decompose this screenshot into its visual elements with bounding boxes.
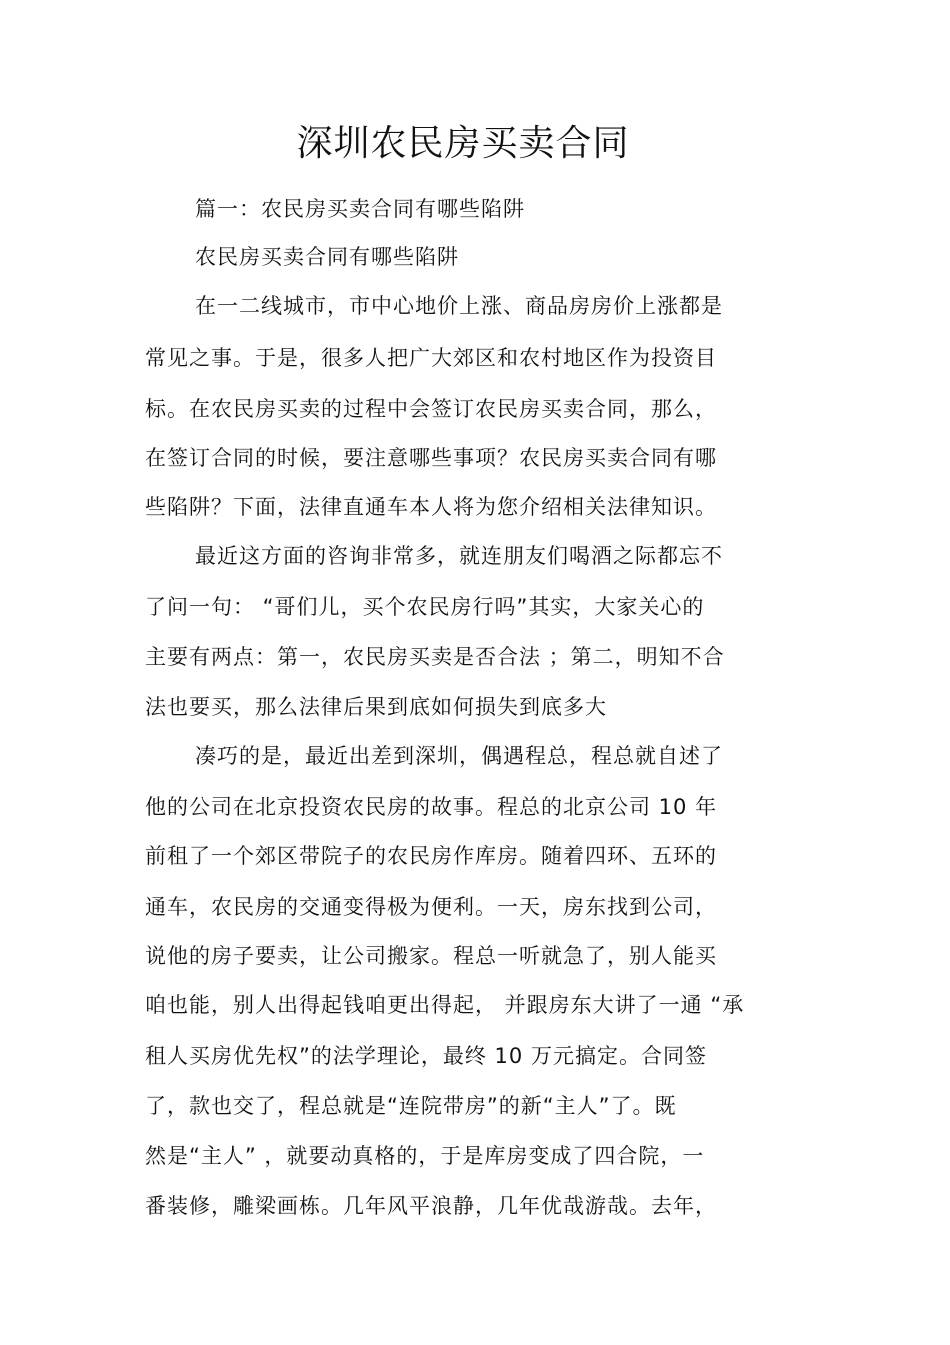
paragraph-line: 在签订合同的时候，要注意哪些事项？农民房买卖合同有哪 [145,446,717,470]
paragraph-line: 咱也能，别人出得起钱咱更出得起， 并跟房东大讲了一通 “承 [145,993,745,1017]
paragraph-line: 前租了一个郊区带院子的农民房作库房。随着四环、五环的 [145,844,717,868]
paragraph-line: 番装修，雕梁画栋。几年风平浪静，几年优哉游哉。去年， [145,1194,717,1218]
paragraph-line: 了问一句： “哥们儿，买个农民房行吗”其实，大家关心的 [145,595,705,619]
paragraph-line: 通车，农民房的交通变得极为便利。一天，房东找到公司， [145,895,717,919]
paragraph-line: 法也要买，那么法律后果到底如何损失到底多大 [145,695,607,719]
paragraph-line: 凑巧的是，最近出差到深圳，偶遇程总，程总就自述了 [195,744,723,768]
paragraph-line: 最近这方面的咨询非常多，就连朋友们喝酒之际都忘不 [195,544,723,568]
paragraph-line: 然是“主人” ，就要动真格的，于是库房变成了四合院，一 [145,1144,705,1168]
paragraph-line: 主要有两点：第一，农民房买卖是否合法 ；第二，明知不合 [145,645,725,669]
paragraph-line: 租人买房优先权”的法学理论，最终 10 万元搞定。合同签 [145,1044,707,1068]
document-title: 深圳农民房买卖合同 [296,123,630,164]
subheading: 农民房买卖合同有哪些陷阱 [195,245,459,269]
paragraph-line: 在一二线城市，市中心地价上涨、商品房房价上涨都是 [195,294,723,318]
paragraph-line: 了，款也交了，程总就是“连院带房”的新“主人”了。既 [145,1094,677,1118]
paragraph-line: 标。在农民房买卖的过程中会签订农民房买卖合同，那么， [145,397,717,421]
paragraph-line: 他的公司在北京投资农民房的故事。程总的北京公司 10 年 [145,795,718,819]
paragraph-line: 常见之事。于是，很多人把广大郊区和农村地区作为投资目 [145,346,717,370]
paragraph-line: 说他的房子要卖，让公司搬家。程总一听就急了，别人能买 [145,944,717,968]
section-heading: 篇一：农民房买卖合同有哪些陷阱 [195,197,525,221]
paragraph-line: 些陷阱？下面，法律直通车本人将为您介绍相关法律知识。 [145,495,717,519]
